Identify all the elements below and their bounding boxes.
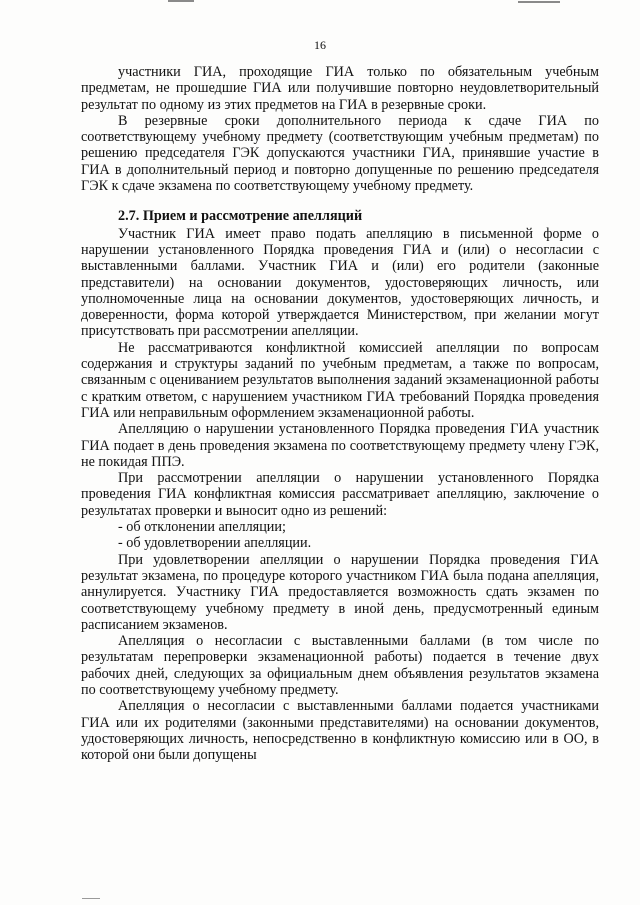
scan-artifact: [168, 0, 194, 2]
paragraph: Апелляция о несогласии с выставленными баллами (в том числе по результатам перепроверки экзаменационной работы) подается в течение двух рабочих дней, следующих за официальным днем объявления результатов экзамена по соответствующему учебному предмету.: [81, 633, 599, 698]
paragraph: участники ГИА, проходящие ГИА только по обязательным учебным предметам, не прошедшие ГИА или получившие повторно неудовлетворительный результат по одному из этих предметов на ГИА в резервные сроки.: [81, 64, 599, 113]
document-body: [81, 64, 599, 763]
scan-artifact: [518, 1, 560, 3]
list-item: - об отклонении апелляции;: [118, 519, 286, 536]
section-heading: 2.7. Прием и рассмотрение апелляций: [118, 208, 363, 225]
paragraph: В резервные сроки дополнительного периода к сдаче ГИА по соответствующему учебному предмету (соответствующим учебным предметам) по решению председателя ГЭК допускаются участники ГИА, принявшие участие в ГИА в дополнительный период и повторно допущенные по решению председателя ГЭК к сдаче экзамена по соответствующему учебному предмету.: [81, 112, 599, 195]
scan-artifact: [82, 898, 100, 899]
paragraph: Участник ГИА имеет право подать апелляцию в письменной форме о нарушении установленного Порядка проведения ГИА и (или) о несогласии с выставленными баллами. Участник ГИА и (или) его родители (законные представители) на основании документов, удостоверяющих личность, или уполномоченные лица на основании документов, удостоверяющих личность, и доверенности, форма которой утверждается Министерством, при желании могут присутствовать при рассмотрении апелляции.: [81, 225, 599, 340]
list-item: - об удовлетворении апелляции.: [118, 535, 312, 552]
paragraph: Апелляцию о нарушении установленного Порядка проведения ГИА участник ГИА подает в день проведения экзамена по соответствующему предмету члену ГЭК, не покидая ППЭ.: [81, 421, 599, 470]
page-number: 16: [314, 38, 326, 52]
paragraph: Апелляция о несогласии с выставленными баллами подается участниками ГИА или их родителями (законными представителями) на основании документов, удостоверяющих личность, непосредственно в конфликтную комиссию или в ОО, в которой они были допущены: [81, 698, 599, 764]
paragraph: При удовлетворении апелляции о нарушении Порядка проведения ГИА результат экзамена, по процедуре которого участником ГИА была подана апелляция, аннулируется. Участнику ГИА предоставляется возможность сдать экзамен по соответствующему учебному предмету в иной день, предусмотренный единым расписанием экзаменов.: [81, 551, 599, 633]
paragraph: При рассмотрении апелляции о нарушении установленного Порядка проведения ГИА конфликтная комиссия рассматривает апелляцию, заключение о результатах проверки и выносит одно из решений:: [81, 470, 599, 519]
paragraph: Не рассматриваются конфликтной комиссией апелляции по вопросам содержания и структуры заданий по учебным предметам, а также по вопросам, связанным с оцениванием результатов выполнения заданий экзаменационной работы с кратким ответом, с нарушением участником ГИА требований Порядка проведения ГИА или неправильным оформлением экзаменационной работы.: [81, 339, 599, 421]
